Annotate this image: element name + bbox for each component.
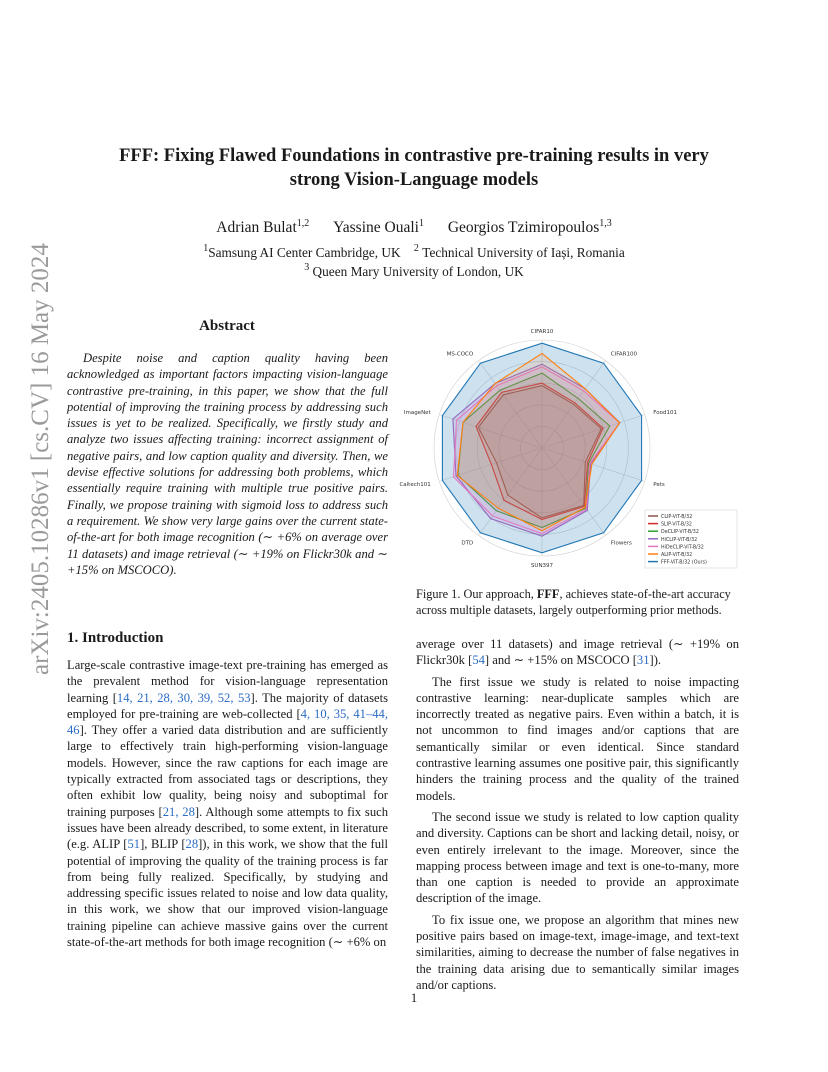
radar-chart bbox=[399, 316, 738, 578]
legend-label-1: SLIP-ViT-B/32 bbox=[661, 522, 692, 528]
author-2: Yassine Ouali$^1$ bbox=[333, 218, 424, 236]
citation-link[interactable]: 14, 21, 28, 30, 39, 52, 53 bbox=[116, 690, 251, 705]
axis-label-3: Pets bbox=[653, 482, 665, 489]
introduction-heading: 1. Introduction bbox=[67, 630, 164, 646]
legend-label-2: DeCLIP-ViT-B/32 bbox=[661, 530, 699, 536]
intro-paragraph-2: The first issue we study is related to noise impacting contrastive learning: near-duplicate samples which are incorrectly treated as negative pairs. Even within a batch, it is not uncommon to find images and/or captions that are semantically similar or even identical. Since standard contrastive learning assumes one positive pair, this significantly hinders the training process and the quality of the trained models. bbox=[416, 674, 739, 803]
legend-label-3: HiCLIP-ViT-B/32 bbox=[661, 537, 698, 543]
citation-link[interactable]: 51 bbox=[127, 837, 141, 852]
arxiv-stamp bbox=[18, 243, 58, 675]
affiliation-1: Samsung AI Center Cambridge, UK bbox=[208, 245, 401, 260]
axis-label-9: MS-COCO bbox=[446, 351, 474, 358]
title-line-2: strong Vision-Language models bbox=[289, 170, 539, 190]
title-line-1: FFF: Fixing Flawed Foundations in contrastive pre-training results in very bbox=[119, 146, 709, 166]
author-list bbox=[70, 219, 758, 237]
axis-label-6: DTD bbox=[461, 540, 474, 547]
abstract-heading: Abstract bbox=[199, 318, 255, 334]
radar-chart-figure bbox=[399, 316, 738, 578]
legend-label-4: HiDeCLIP-ViT-B/32 bbox=[661, 545, 704, 551]
citation-link[interactable]: 21, 28 bbox=[162, 804, 195, 819]
axis-label-2: Food101 bbox=[653, 409, 677, 416]
affiliation-2: Technical University of Iași, Romania bbox=[422, 245, 625, 260]
affiliation-3: Queen Mary University of London, UK bbox=[312, 264, 524, 279]
intro-paragraph-3: The second issue we study is related to low caption quality and diversity. Captions can be short and lacking detail, noisy, or even entirely irrelevant to the image. Moreover, since the mapping process between image and text is one-to-many, more than one caption is needed to provide an approximate description of the image. bbox=[416, 809, 739, 906]
intro-paragraph-1: Large-scale contrastive image-text pre-training has emerged as the prevalent method for vision-language representation learning [14, 21, 28, 30, 39, 52, 53]. The majority of datasets employed for pre-training are web-collected [4, 10, 35, 41–44, 46]. They offer a varied data distribution and are sufficiently large to effectively train high-performing vision-language models. However, since the raw captions for each image are typically extracted from associated tags or descriptions, they often exhibit low quality, being noisy and suboptimal for training purposes [21, 28]. Although some attempts to fix such issues have been already described, to some extent, in literature (e.g. ALIP [51], BLIP [28]), in this work, we show that the full potential of improving the quality of the training process is far from being fully realized. Specifically, by studying and addressing specific issues related to noise and low data quality, in this work, we show that our improved vision-language training pipeline can achieve massive gains over the current state-of-the-art methods for both image recognition (∼ +6% on bbox=[67, 658, 389, 950]
citation-link[interactable]: 28 bbox=[185, 837, 199, 852]
axis-label-4: Flowers bbox=[610, 540, 632, 547]
page-number: 1 bbox=[410, 990, 418, 1005]
affiliations-line-1: $^1$Samsung AI Center Cambridge, UK $^2$ Technical University of Iași, Romania bbox=[203, 243, 625, 260]
left-column-text bbox=[67, 657, 388, 955]
axis-label-8: ImageNet bbox=[403, 409, 431, 416]
figure-caption: Figure 1. Our approach, FFF, achieves state-of-the-art accuracy across multiple datasets, largely outperforming prior methods. bbox=[416, 587, 731, 617]
author-1: Adrian Bulat$^{1,2}$ bbox=[216, 218, 310, 236]
citation-link[interactable]: 4, 10, 35, 41–44, 46 bbox=[67, 706, 388, 738]
axis-label-5: SUN397 bbox=[530, 563, 554, 569]
axis-label-1: CIFAR100 bbox=[610, 351, 637, 358]
axis-label-0: CIFAR10 bbox=[530, 329, 554, 335]
legend-label-0: CLIP-ViT-B/32 bbox=[661, 515, 693, 520]
legend-label-6: FFF-ViT-B/32 (Ours) bbox=[661, 560, 707, 566]
citation-link[interactable]: 54 bbox=[472, 653, 485, 668]
affiliations-line-2: $^3$ Queen Mary University of London, UK bbox=[304, 262, 524, 279]
axis-label-7: Caltech101 bbox=[399, 482, 431, 489]
intro-paragraph-continued: average over 11 datasets) and image retrieval (∼ +19% on Flickr30k [54] and ∼ +15% on MSCOCO [31]). bbox=[416, 637, 739, 668]
paper-title bbox=[70, 144, 758, 192]
right-column-text bbox=[416, 636, 739, 998]
citation-link[interactable]: 31 bbox=[636, 653, 650, 668]
legend-label-5: ALIP-ViT-B/32 bbox=[661, 553, 693, 558]
intro-paragraph-4: To fix issue one, we propose an algorithm that mines new positive pairs based on image-text, image-image, and text-text similarities, aiming to decrease the number of false negatives in the training data arising due to semantically similar images and/or captions. bbox=[416, 912, 739, 992]
arxiv-stamp-text: arXiv:2405.10286v1 [cs.CV] 16 May 2024 bbox=[27, 243, 54, 675]
author-3: Georgios Tzimiropoulos$^{1,3}$ bbox=[447, 218, 612, 236]
abstract-text: Despite noise and caption quality having been acknowledged as important factors impacting vision-language contrastive pre-training, in this paper, we show that the full potential of improving the training process by addressing such issues is yet to be realized. Specifically, we firstly study and analyze two issues affecting training: incorrect assignment of negative pairs, and low caption quality and diversity. Then, we devise effective solutions for addressing both problems, which essentially require training with multiple true positive pairs. Finally, we propose training with sigmoid loss to address such a requirement. We show very large gains over the current state-of-the-art for both image recognition (∼ +6% on average over 11 datasets) and image retrieval (∼ +19% on Flickr30k and ∼ +15% on MSCOCO). bbox=[67, 351, 388, 577]
abstract-body bbox=[67, 350, 388, 578]
